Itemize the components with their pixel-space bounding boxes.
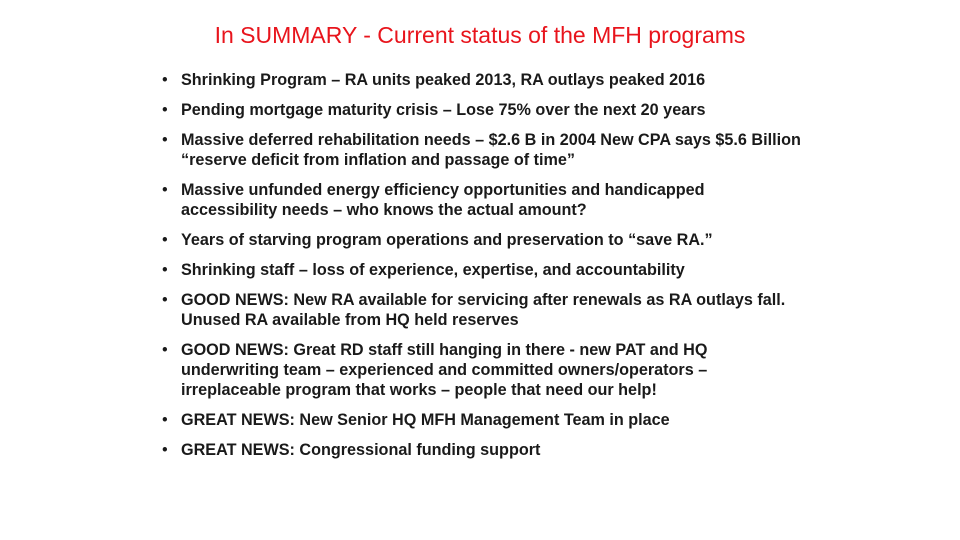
slide-title: In SUMMARY - Current status of the MFH programs: [214, 22, 746, 48]
bullet-item: • GREAT NEWS: Congressional funding support: [162, 440, 802, 460]
bullet-item: • GREAT NEWS: New Senior HQ MFH Management Team in place: [162, 410, 802, 430]
bullet-item: • GOOD NEWS: Great RD staff still hanging in there - new PAT and HQ underwriting team – experienced and committed owners/operators – irreplaceable program that works – people that need our help!: [162, 340, 802, 400]
bullet-item: • Massive deferred rehabilitation needs – $2.6 B in 2004 New CPA says $5.6 Billion “reserve deficit from inflation and passage of time”: [162, 130, 802, 170]
bullet-item: • Shrinking Program – RA units peaked 2013, RA outlays peaked 2016: [162, 70, 802, 90]
bullet-list: [162, 70, 802, 470]
bullet-item: • Years of starving program operations and preservation to “save RA.”: [162, 230, 802, 250]
bullet-item: • GOOD NEWS: New RA available for servicing after renewals as RA outlays fall. Unused RA available from HQ held reserves: [162, 290, 802, 330]
bullet-item: • Shrinking staff – loss of experience, expertise, and accountability: [162, 260, 802, 280]
bullet-item: • Pending mortgage maturity crisis – Lose 75% over the next 20 years: [162, 100, 802, 120]
bullet-item: • Massive unfunded energy efficiency opportunities and handicapped accessibility needs – who knows the actual amount?: [162, 180, 802, 220]
